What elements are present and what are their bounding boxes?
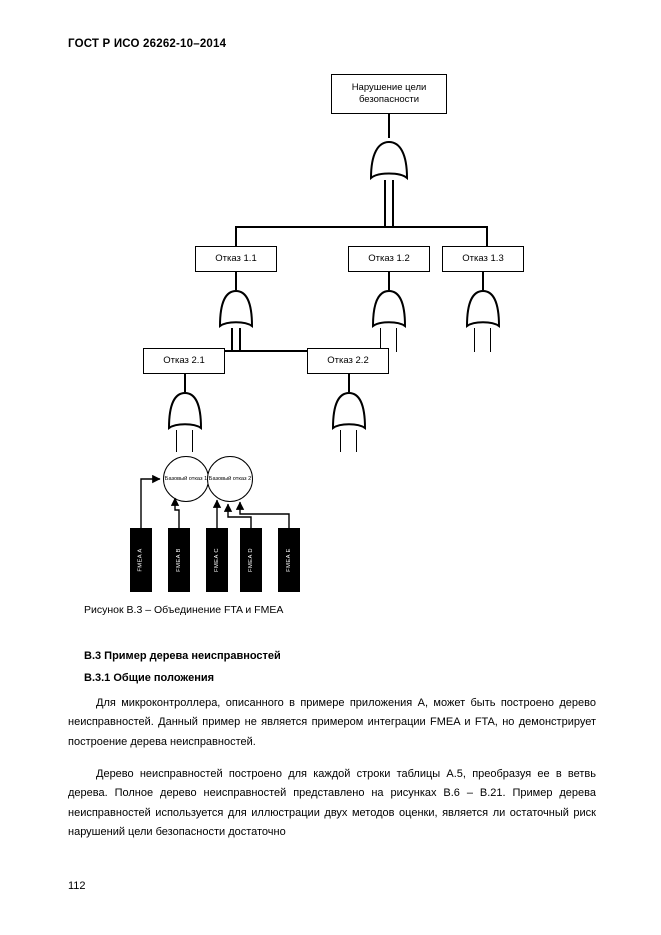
basic-event-2: Базовый отказ 2 <box>207 456 253 502</box>
fmea-block-b-label: FMEA B <box>176 548 183 572</box>
top-event-box: Нарушение цели безопасности <box>331 74 447 114</box>
page-header-title: ГОСТ Р ИСО 26262-10–2014 <box>68 38 227 50</box>
fmea-block-a-label: FMEA A <box>138 548 144 572</box>
fmea-block-c-label: FMEA C <box>214 548 221 572</box>
heading-b3: B.3 Пример дерева неисправностей <box>84 650 281 662</box>
fault-box-1-3: Отказ 1.3 <box>442 246 524 272</box>
heading-b31: B.3.1 Общие положения <box>84 672 215 684</box>
fmea-arrow-connectors <box>68 62 596 602</box>
page-number: 112 <box>68 880 86 892</box>
basic-event-1: Базовый отказ 1 <box>163 456 209 502</box>
fmea-block-e-label: FMEA E <box>286 548 293 572</box>
paragraph-2: Дерево неисправностей построено для каждой строки таблицы А.5, преобразуя ее в ветвь дерева. Полное дерево неисправностей представлено на рисунках В.6 – В.21. Пример дерева неисправностей используется для иллюстрации двух методов оценки, является ли остаточный риск нарушений цели безопасности достаточно <box>68 768 596 838</box>
figure-fta-fmea <box>68 62 596 602</box>
figure-caption: Рисунок В.3 – Объединение FTA и FMEA <box>84 604 284 616</box>
fault-box-2-2: Отказ 2.2 <box>307 348 389 374</box>
fmea-block-d-label: FMEA D <box>248 548 255 572</box>
fault-box-1-1: Отказ 1.1 <box>195 246 277 272</box>
paragraph-1: Для микроконтроллера, описанного в примере приложения А, может быть построено дерево неисправностей. Данный пример не является примером интеграции FMEA и FTA, но демонстрирует построение дерева неисправностей. <box>68 697 596 748</box>
fault-box-1-2: Отказ 1.2 <box>348 246 430 272</box>
fault-box-2-1: Отказ 2.1 <box>143 348 225 374</box>
